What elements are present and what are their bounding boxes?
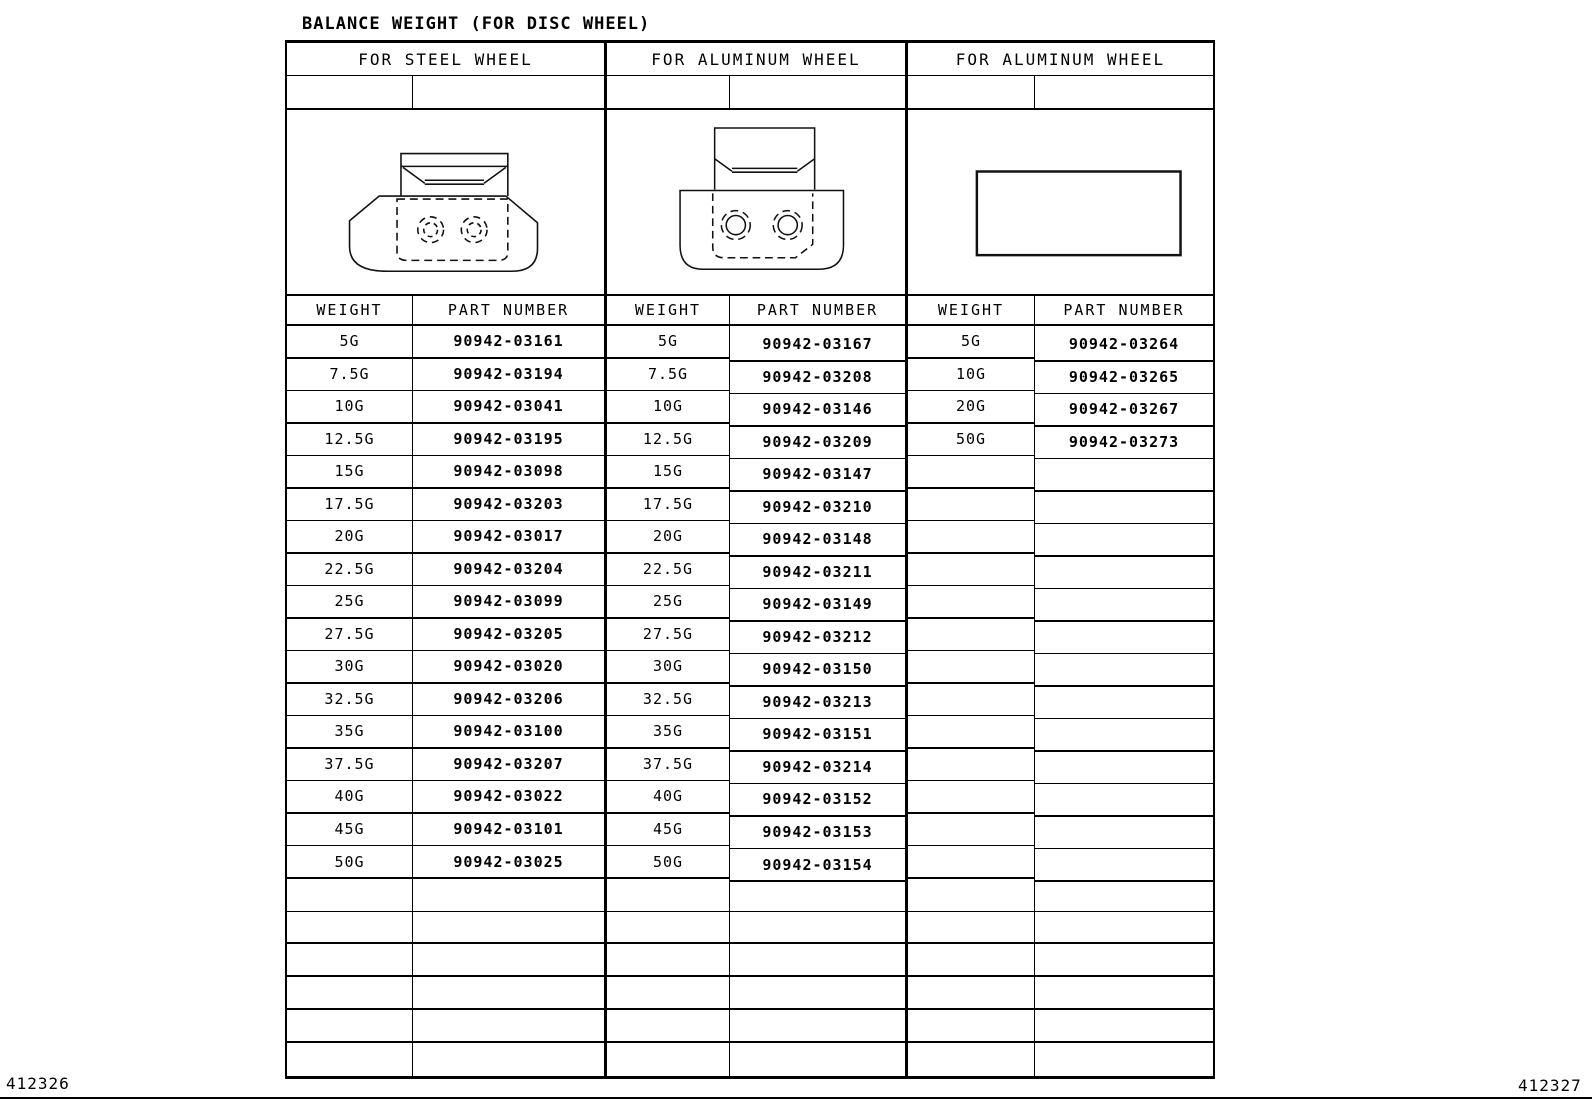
empty-cell <box>730 1010 905 1043</box>
aluminum-wheel-table-1 <box>607 43 908 1076</box>
part-number-cell <box>1035 524 1213 557</box>
part-number-cell: 90942-03273 <box>1035 427 1213 460</box>
empty-cell <box>287 912 413 945</box>
weight-cell: 7.5G <box>287 359 413 392</box>
empty-cell <box>607 912 730 945</box>
part-number-cell: 90942-03194 <box>413 359 604 392</box>
weight-cell <box>908 749 1035 782</box>
part-number-cell: 90942-03022 <box>413 781 604 814</box>
page-number-left: 412326 <box>6 1074 70 1093</box>
weight-cell <box>908 846 1035 879</box>
part-number-cell: 90942-03161 <box>413 326 604 359</box>
clip-on-weight-steel-drawing <box>287 110 604 294</box>
aluminum-weight-diagram-cell <box>607 110 905 296</box>
empty-cell <box>1035 1010 1213 1043</box>
weight-cell <box>908 781 1035 814</box>
part-number-cell: 90942-03152 <box>730 784 905 817</box>
column-header-weight: WEIGHT <box>908 296 1035 326</box>
part-number-cell: 90942-03212 <box>730 622 905 655</box>
adhesive-weight-diagram-cell <box>908 110 1213 296</box>
empty-cell <box>607 879 730 912</box>
part-number-cell: 90942-03041 <box>413 391 604 424</box>
empty-cell <box>1035 1043 1213 1076</box>
part-number-cell: 90942-03020 <box>413 651 604 684</box>
part-number-cell: 90942-03195 <box>413 424 604 457</box>
empty-cell <box>413 1010 604 1043</box>
part-number-cell: 90942-03101 <box>413 814 604 847</box>
empty-cell <box>730 944 905 977</box>
part-number-cell: 90942-03209 <box>730 427 905 460</box>
empty-cell <box>1035 879 1213 912</box>
empty-cell <box>730 76 905 110</box>
part-number-cell <box>1035 589 1213 622</box>
weight-cell: 35G <box>607 716 730 749</box>
weight-cell: 10G <box>607 391 730 424</box>
weight-cell: 50G <box>908 424 1035 457</box>
part-number-cell: 90942-03205 <box>413 619 604 652</box>
weight-cell: 45G <box>287 814 413 847</box>
steel-wheel-table <box>287 43 607 1076</box>
weight-cell: 27.5G <box>607 619 730 652</box>
part-number-cell <box>1035 557 1213 590</box>
empty-cell <box>413 76 604 110</box>
weight-cell: 50G <box>607 846 730 879</box>
part-number-cell: 90942-03017 <box>413 521 604 554</box>
empty-cell <box>908 944 1035 977</box>
weight-cell <box>908 456 1035 489</box>
empty-cell <box>287 1043 413 1076</box>
part-number-cell <box>1035 849 1213 882</box>
part-number-cell <box>1035 654 1213 687</box>
empty-cell <box>413 1043 604 1076</box>
empty-cell <box>908 879 1035 912</box>
weight-cell <box>908 586 1035 619</box>
column-header-weight: WEIGHT <box>287 296 413 326</box>
weight-cell: 20G <box>607 521 730 554</box>
part-number-cell <box>1035 719 1213 752</box>
part-number-cell: 90942-03149 <box>730 589 905 622</box>
empty-cell <box>413 944 604 977</box>
part-number-cell <box>1035 784 1213 817</box>
part-number-cell <box>1035 817 1213 850</box>
part-number-cell <box>1035 752 1213 785</box>
weight-cell <box>908 554 1035 587</box>
part-number-cell: 90942-03099 <box>413 586 604 619</box>
empty-cell <box>287 944 413 977</box>
weight-cell: 5G <box>287 326 413 359</box>
weight-cell: 7.5G <box>607 359 730 392</box>
part-number-cell: 90942-03146 <box>730 394 905 427</box>
table-title: FOR ALUMINUM WHEEL <box>908 43 1213 76</box>
part-number-cell: 90942-03151 <box>730 719 905 752</box>
weight-cell <box>908 814 1035 847</box>
empty-cell <box>1035 977 1213 1010</box>
weight-cell: 5G <box>607 326 730 359</box>
weight-cell: 25G <box>607 586 730 619</box>
part-number-cell: 90942-03264 <box>1035 329 1213 362</box>
part-number-cell: 90942-03211 <box>730 557 905 590</box>
weight-cell: 50G <box>287 846 413 879</box>
part-number-cell: 90942-03213 <box>730 687 905 720</box>
empty-cell <box>413 977 604 1010</box>
empty-cell <box>287 879 413 912</box>
empty-cell <box>908 76 1035 110</box>
empty-cell <box>1035 912 1213 945</box>
weight-cell <box>908 521 1035 554</box>
part-number-cell: 90942-03100 <box>413 716 604 749</box>
column-header-part: PART NUMBER <box>1035 296 1213 326</box>
table-title: FOR STEEL WHEEL <box>287 43 604 76</box>
empty-cell <box>908 977 1035 1010</box>
empty-cell <box>730 879 905 912</box>
part-number-cell <box>1035 622 1213 655</box>
empty-cell <box>413 912 604 945</box>
weight-cell: 22.5G <box>607 554 730 587</box>
weight-cell: 40G <box>607 781 730 814</box>
adhesive-weight-drawing <box>908 110 1213 294</box>
weight-cell: 22.5G <box>287 554 413 587</box>
weight-cell: 37.5G <box>607 749 730 782</box>
weight-cell <box>908 619 1035 652</box>
empty-cell <box>730 1043 905 1076</box>
weight-cell: 40G <box>287 781 413 814</box>
clip-on-weight-aluminum-drawing <box>607 110 905 294</box>
empty-cell <box>287 1010 413 1043</box>
weight-cell <box>908 716 1035 749</box>
column-header-part: PART NUMBER <box>413 296 604 326</box>
steel-weight-diagram-cell <box>287 110 604 296</box>
weight-cell: 45G <box>607 814 730 847</box>
weight-cell: 20G <box>908 391 1035 424</box>
weight-cell: 32.5G <box>607 684 730 717</box>
empty-cell <box>413 879 604 912</box>
part-number-cell: 90942-03098 <box>413 456 604 489</box>
weight-cell: 25G <box>287 586 413 619</box>
empty-cell <box>607 1043 730 1076</box>
column-header-weight: WEIGHT <box>607 296 730 326</box>
part-number-cell: 90942-03153 <box>730 817 905 850</box>
weight-cell: 12.5G <box>607 424 730 457</box>
part-number-cell <box>1035 687 1213 720</box>
weight-cell: 30G <box>287 651 413 684</box>
empty-cell <box>908 1043 1035 1076</box>
weight-cell <box>908 651 1035 684</box>
part-number-cell: 90942-03147 <box>730 459 905 492</box>
part-number-cell: 90942-03207 <box>413 749 604 782</box>
part-number-cell: 90942-03206 <box>413 684 604 717</box>
weight-cell <box>908 684 1035 717</box>
column-header-part: PART NUMBER <box>730 296 905 326</box>
weight-cell <box>908 489 1035 522</box>
aluminum-wheel-table-2 <box>908 43 1213 1076</box>
part-number-cell: 90942-03214 <box>730 752 905 785</box>
weight-cell: 10G <box>908 359 1035 392</box>
empty-cell <box>1035 76 1213 110</box>
empty-cell <box>1035 944 1213 977</box>
weight-cell: 32.5G <box>287 684 413 717</box>
part-number-cell: 90942-03167 <box>730 329 905 362</box>
part-number-cell: 90942-03210 <box>730 492 905 525</box>
weight-cell: 10G <box>287 391 413 424</box>
empty-cell <box>730 912 905 945</box>
part-number-cell: 90942-03025 <box>413 846 604 879</box>
weight-cell: 35G <box>287 716 413 749</box>
empty-cell <box>730 977 905 1010</box>
empty-cell <box>908 912 1035 945</box>
weight-cell: 15G <box>287 456 413 489</box>
weight-cell: 17.5G <box>287 489 413 522</box>
part-number-cell: 90942-03208 <box>730 362 905 395</box>
empty-cell <box>607 944 730 977</box>
empty-cell <box>908 1010 1035 1043</box>
page-title: BALANCE WEIGHT (FOR DISC WHEEL) <box>302 14 651 34</box>
page-number-right: 412327 <box>1518 1076 1582 1095</box>
weight-cell: 12.5G <box>287 424 413 457</box>
weight-cell: 37.5G <box>287 749 413 782</box>
part-number-cell <box>1035 459 1213 492</box>
part-number-cell: 90942-03154 <box>730 849 905 882</box>
weight-cell: 5G <box>908 326 1035 359</box>
empty-cell <box>287 977 413 1010</box>
part-number-cell: 90942-03265 <box>1035 362 1213 395</box>
weight-cell: 27.5G <box>287 619 413 652</box>
empty-cell <box>607 1010 730 1043</box>
weight-cell: 17.5G <box>607 489 730 522</box>
part-number-cell: 90942-03267 <box>1035 394 1213 427</box>
table-title: FOR ALUMINUM WHEEL <box>607 43 905 76</box>
empty-cell <box>607 76 730 110</box>
weight-cell: 20G <box>287 521 413 554</box>
weight-cell: 30G <box>607 651 730 684</box>
part-number-cell: 90942-03150 <box>730 654 905 687</box>
part-number-cell: 90942-03203 <box>413 489 604 522</box>
part-number-cell: 90942-03148 <box>730 524 905 557</box>
weight-cell: 15G <box>607 456 730 489</box>
empty-cell <box>287 76 413 110</box>
balance-weight-table <box>285 40 1215 1079</box>
part-number-cell: 90942-03204 <box>413 554 604 587</box>
part-number-cell <box>1035 492 1213 525</box>
empty-cell <box>607 977 730 1010</box>
